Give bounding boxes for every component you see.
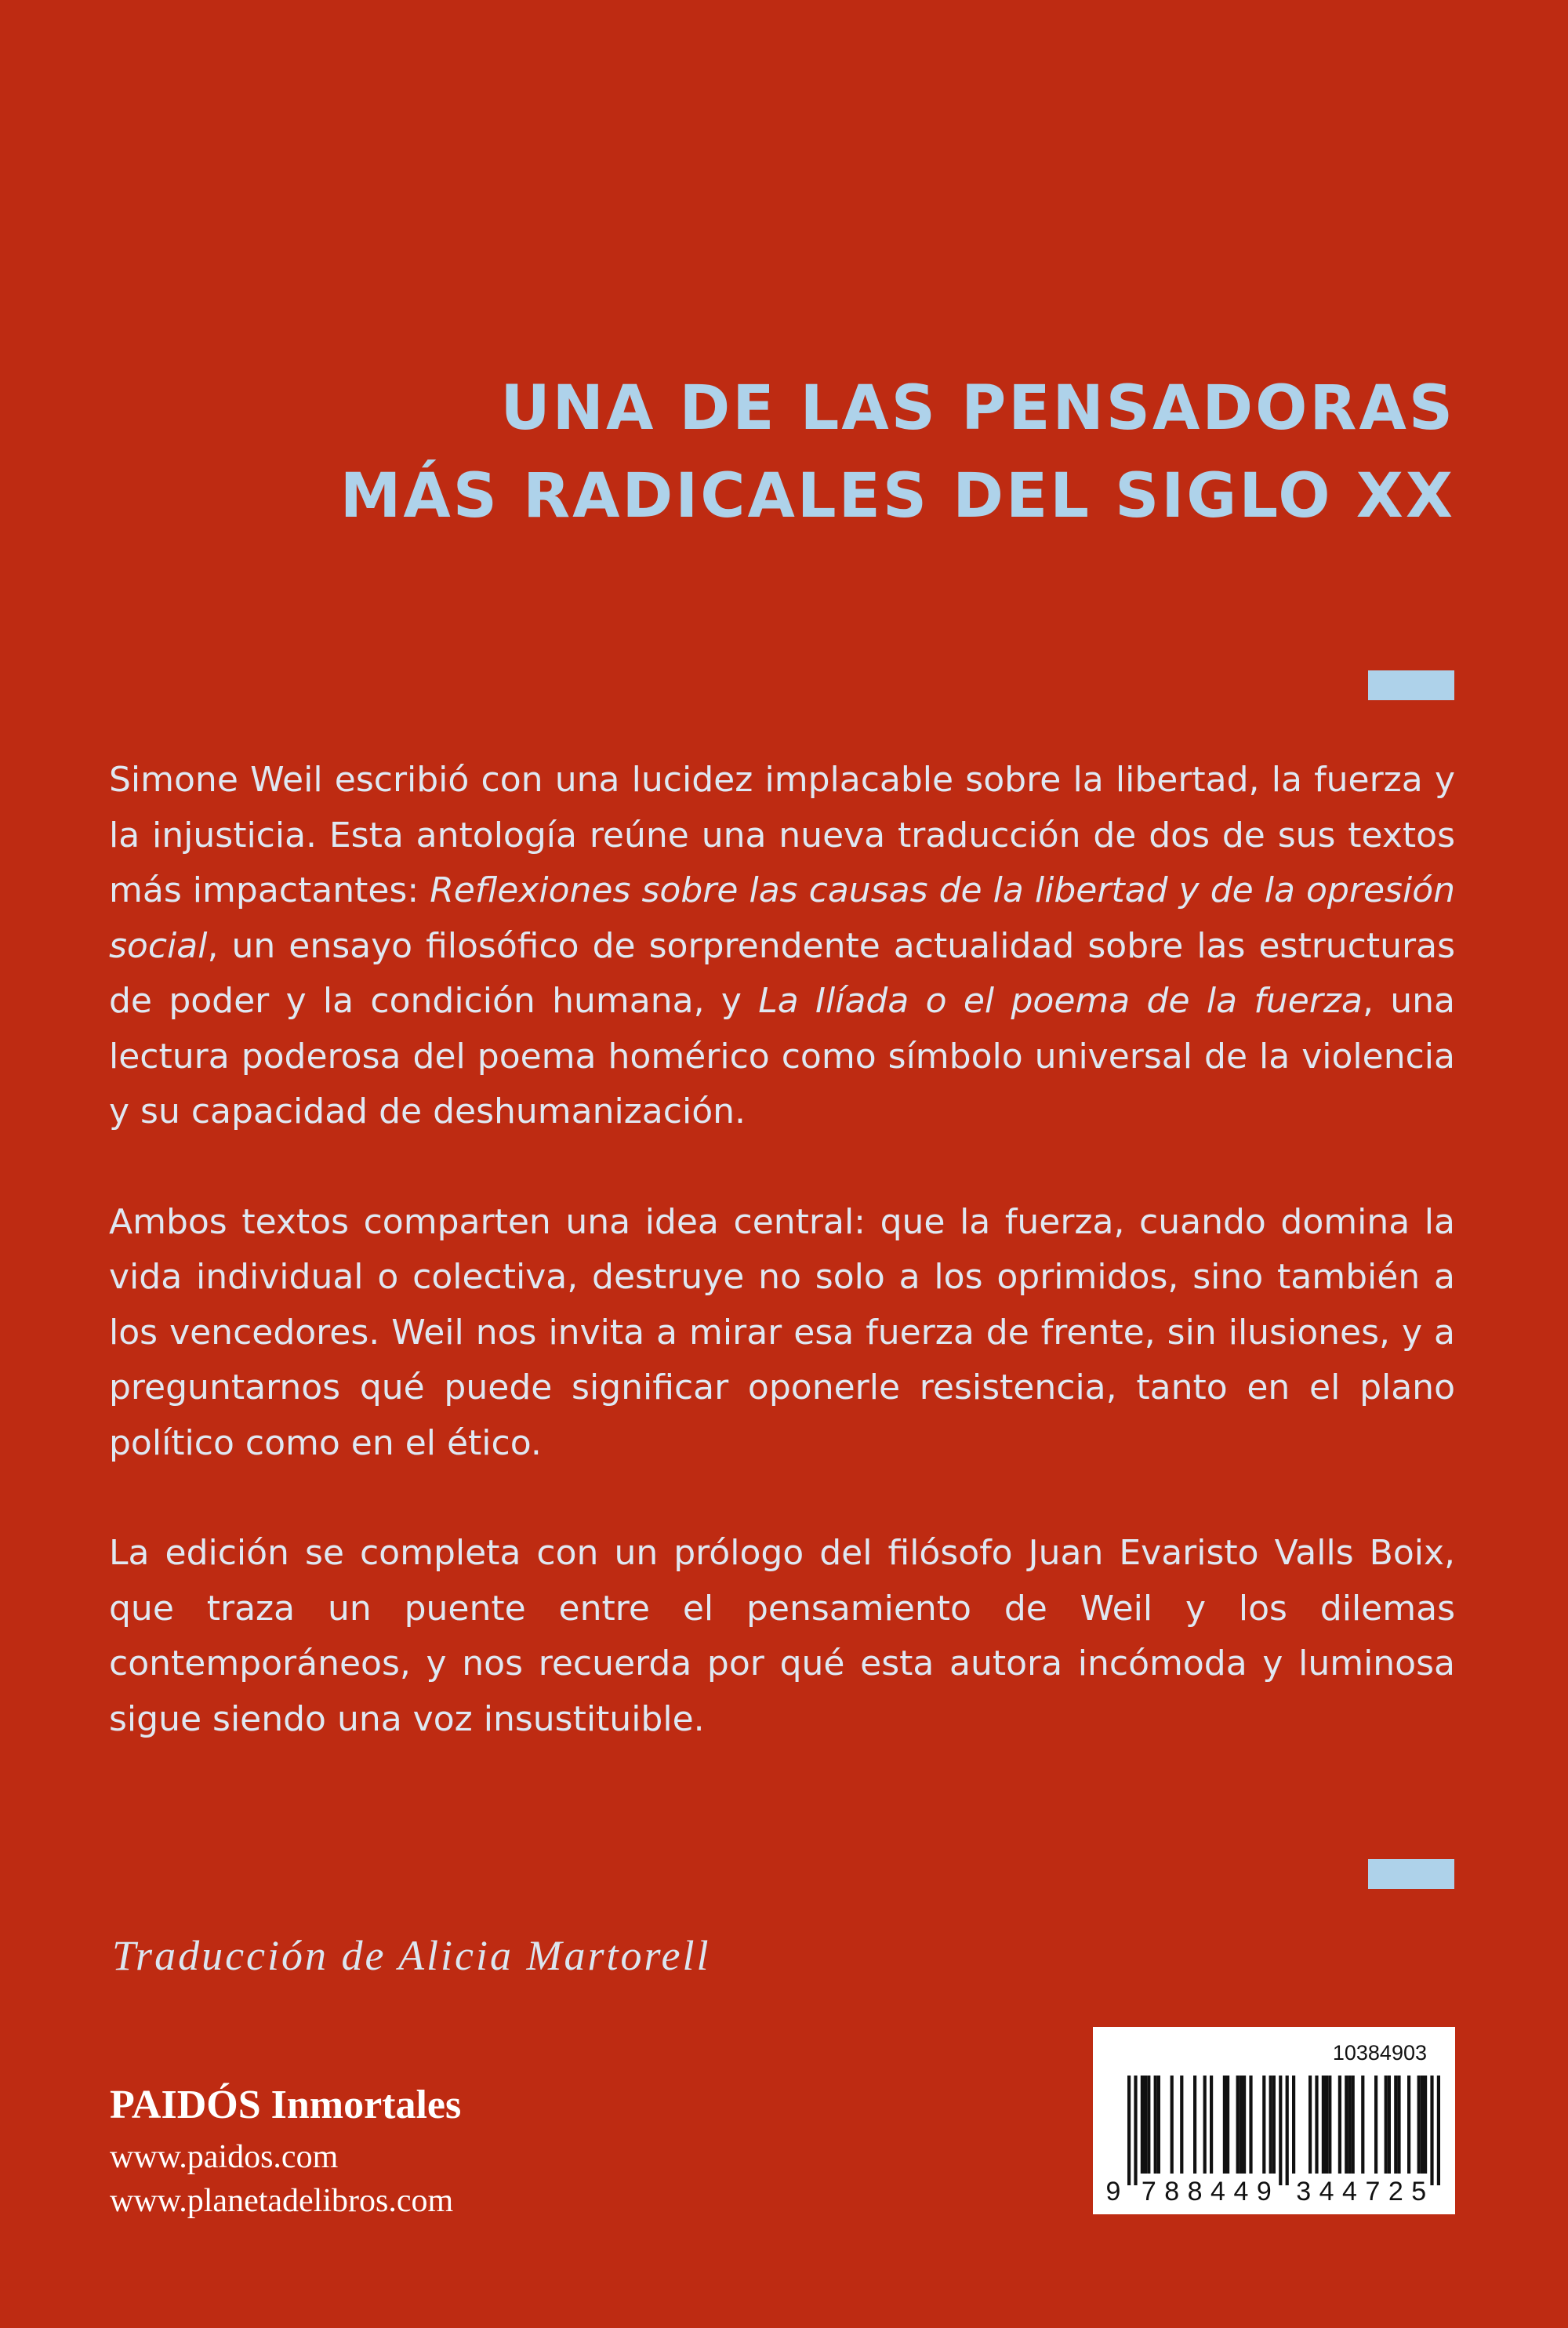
barcode-bar: [1154, 2076, 1157, 2174]
barcode-digit: 4: [1319, 2177, 1334, 2206]
barcode-bar: [1388, 2076, 1391, 2174]
barcode-bar: [1286, 2076, 1289, 2185]
barcode-digit: 2: [1388, 2177, 1403, 2206]
barcode-bar: [1437, 2076, 1440, 2185]
synopsis-text: , un ensayo filosófico de sorprendente actualidad sobre las estructuras de poder y la condición humana, y: [109, 925, 1455, 1021]
synopsis-paragraph-2: Ambos textos comparten una idea central: que la fuerza, cuando domina la vida individual o colectiva, destruye no solo a los oprimidos, sino también a los vencedores. Weil nos invita a mirar esa fuerza de frente, sin ilusiones, y a preguntarnos qué puede significar oponerle resistencia, tanto en el plano político como en el ético.: [109, 1201, 1455, 1463]
barcode-bar: [1144, 2076, 1147, 2174]
barcode-bar: [1171, 2076, 1174, 2174]
barcode-digit: 9: [1105, 2177, 1121, 2206]
barcode-bar: [1210, 2076, 1213, 2174]
synopsis-text: Simone Weil escribió con una lucidez implacable sobre la libertad, la fuerza y la injusticia. Esta antología reúne una nueva traducción de dos de sus textos más impactantes:: [109, 760, 1455, 910]
barcode-bar: [1385, 2076, 1388, 2174]
headline-line-1: UNA DE LAS PENSADORAS: [500, 373, 1455, 444]
barcode-bar: [1193, 2076, 1196, 2174]
barcode-digit: 8: [1187, 2177, 1203, 2206]
barcode-bar: [1223, 2076, 1226, 2174]
barcode-bar: [1345, 2076, 1348, 2174]
divider-top: [1368, 670, 1454, 700]
barcode-bar: [1272, 2076, 1276, 2174]
synopsis-paragraph-3: La edición se completa con un prólogo del filósofo Juan Evaristo Valls Boix, que traza un puente entre el pensamiento de Weil y los dilemas contemporáneos, y nos recuerda por qué esta autora incómoda y luminosa sigue siendo una voz insustituible.: [109, 1533, 1455, 1739]
barcode-bar: [1127, 2076, 1131, 2185]
work-title: La Ilíada o el poema de la fuerza: [758, 981, 1363, 1021]
barcode-bar: [1180, 2076, 1183, 2174]
barcode-bar: [1374, 2076, 1377, 2174]
synopsis-paragraph-1: [109, 753, 1455, 1140]
barcode-digit: 9: [1256, 2177, 1272, 2206]
headline-line-2: MÁS RADICALES DEL SIGLO XX: [339, 461, 1455, 532]
translation-credit: Traducción de Alicia Martorell: [112, 1932, 711, 1979]
barcode-bar: [1421, 2076, 1424, 2174]
barcode-bar: [1407, 2076, 1410, 2174]
barcode-bar: [1397, 2076, 1400, 2174]
barcode-bar: [1249, 2076, 1252, 2174]
barcode-bar: [1308, 2076, 1312, 2174]
publisher-url[interactable]: www.paidos.com: [110, 2139, 339, 2175]
barcode-bar: [1325, 2076, 1328, 2174]
publisher-url[interactable]: www.planetadelibros.com: [110, 2183, 454, 2219]
barcode-digit: 8: [1164, 2177, 1180, 2206]
headline: [279, 365, 1455, 540]
barcode-bar: [1236, 2076, 1240, 2174]
barcode-bar: [1322, 2076, 1325, 2174]
synopsis-text: , una lectura poderosa del poema homérico como símbolo universal de la violencia y su capacidad de deshumanización.: [109, 981, 1455, 1131]
work-title: Reflexiones sobre las causas de la libertad y de la opresión social: [109, 870, 1455, 966]
barcode-bar: [1424, 2076, 1427, 2174]
barcode-digit: 7: [1141, 2177, 1156, 2206]
product-code: 10384903: [1332, 2041, 1427, 2065]
barcode-graphic: [1093, 2027, 1455, 2214]
barcode-digit: 4: [1342, 2177, 1357, 2206]
publisher-imprint: PAIDÓS Inmortales: [110, 2083, 462, 2127]
barcode-bar: [1147, 2076, 1150, 2174]
divider-bottom: [1368, 1859, 1454, 1889]
barcode-bar: [1243, 2076, 1246, 2174]
barcode-digit: 3: [1296, 2177, 1312, 2206]
barcode-digit: 7: [1365, 2177, 1381, 2206]
barcode-bar: [1394, 2076, 1397, 2174]
barcode-bar: [1226, 2076, 1229, 2174]
barcode-bar: [1262, 2076, 1265, 2174]
barcode-bar: [1352, 2076, 1355, 2174]
barcode: [1093, 2027, 1455, 2214]
barcode-bar: [1361, 2076, 1364, 2174]
barcode-bar: [1141, 2076, 1144, 2174]
barcode-bar: [1417, 2076, 1421, 2174]
barcode-bar: [1157, 2076, 1160, 2174]
barcode-bar: [1203, 2076, 1207, 2174]
barcode-bar: [1315, 2076, 1318, 2174]
barcode-bar: [1279, 2076, 1282, 2185]
barcode-bar: [1348, 2076, 1351, 2174]
barcode-bar: [1134, 2076, 1137, 2185]
synopsis: [109, 753, 1455, 1802]
barcode-bar: [1240, 2076, 1243, 2174]
barcode-bar: [1430, 2076, 1433, 2185]
barcode-digit: 4: [1233, 2177, 1249, 2206]
barcode-bar: [1269, 2076, 1272, 2174]
barcode-digit: 4: [1210, 2177, 1225, 2206]
barcode-bar: [1328, 2076, 1331, 2174]
barcode-bar: [1338, 2076, 1341, 2174]
barcode-digit: 5: [1411, 2177, 1427, 2206]
barcode-bar: [1292, 2076, 1295, 2174]
